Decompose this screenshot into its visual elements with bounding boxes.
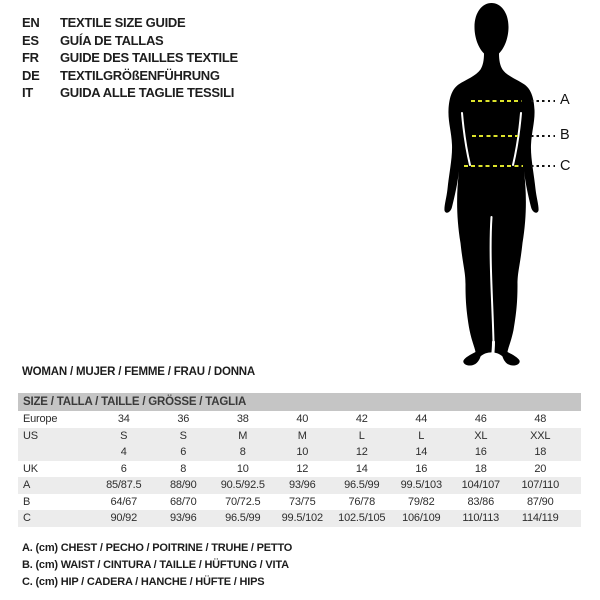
table-cell: 6 [120, 462, 127, 475]
hip-leader-line [531, 165, 555, 167]
language-title: TEXTILGRÖßENFÜHRUNG [60, 67, 220, 83]
language-code: IT [22, 85, 33, 100]
table-cell: 16 [415, 462, 428, 475]
table-cell: 70/72.5 [225, 495, 261, 508]
table-cell: 46 [474, 413, 487, 426]
language-title: GUIDE DES TAILLES TEXTILE [60, 50, 238, 65]
table-cell: 34 [117, 413, 130, 426]
size-table-header: SIZE / TALLA / TAILLE / GRÖSSE / TAGLIA [18, 393, 581, 411]
row-label: B [23, 495, 31, 508]
language-row [22, 32, 238, 50]
table-cell: 36 [177, 413, 190, 426]
table-cell: 96.5/99 [225, 512, 261, 525]
table-cell: 10 [296, 446, 309, 459]
row-label: Europe [23, 413, 58, 426]
woman-silhouette-icon [400, 0, 600, 378]
table-cell: S [179, 429, 187, 442]
language-code: DE [22, 67, 40, 83]
table-cell: 6 [180, 446, 187, 459]
table-row [18, 477, 581, 494]
chest-leader-line [531, 100, 555, 102]
marker-a-label: A [560, 92, 570, 108]
table-cell: XL [474, 429, 488, 442]
table-cell: 14 [415, 446, 428, 459]
table-cell: XXL [530, 429, 551, 442]
table-cell: 73/75 [288, 495, 316, 508]
table-cell: 12 [296, 462, 309, 475]
language-code: EN [22, 15, 40, 30]
table-row [18, 461, 581, 478]
table-cell: L [358, 429, 365, 442]
hip-measure-line [464, 165, 523, 167]
table-cell: 64/67 [110, 495, 138, 508]
legend-line: B. (cm) WAIST / CINTURA / TAILLE / HÜFTUNG / VITA [22, 559, 289, 571]
language-list [22, 14, 238, 102]
size-table-body [18, 411, 581, 527]
language-row [22, 84, 238, 102]
table-cell: 18 [474, 462, 487, 475]
marker-b-label: B [560, 127, 570, 143]
table-cell: 40 [296, 413, 309, 426]
language-code: FR [22, 50, 39, 65]
marker-c-label: C [560, 157, 571, 174]
waist-measure-line [472, 135, 518, 137]
table-row [18, 494, 581, 511]
table-row [18, 444, 581, 461]
table-cell: 8 [239, 446, 246, 459]
table-cell: 104/107 [461, 479, 500, 492]
table-row [18, 411, 581, 428]
size-table [18, 393, 581, 527]
table-cell: 14 [355, 462, 368, 475]
table-cell: 102.5/105 [338, 512, 386, 525]
measurement-legend [22, 540, 292, 591]
row-label: C [23, 512, 31, 525]
language-title: GUIDA ALLE TAGLIE TESSILI [60, 85, 235, 100]
table-cell: 20 [534, 462, 547, 475]
table-cell: 110/113 [462, 512, 500, 525]
table-cell: M [297, 429, 307, 442]
table-cell: 68/70 [169, 495, 197, 508]
table-cell: 18 [534, 446, 547, 459]
chest-measure-line [471, 100, 522, 102]
table-cell: 10 [236, 462, 249, 475]
table-cell: 8 [180, 462, 187, 475]
waist-leader-line [531, 135, 555, 137]
table-row [18, 510, 581, 527]
table-cell: 90/92 [110, 512, 138, 525]
table-cell: 12 [355, 446, 368, 459]
language-title: GUÍA DE TALLAS [60, 32, 164, 48]
table-cell: 93/96 [288, 479, 316, 492]
table-row [18, 428, 581, 445]
table-cell: 99.5/102 [281, 512, 323, 525]
table-cell: L [418, 429, 425, 442]
table-cell: 16 [474, 446, 487, 459]
table-cell: 93/96 [169, 512, 197, 525]
table-cell: 79/82 [407, 495, 435, 508]
table-cell: 90.5/92.5 [220, 479, 265, 492]
language-row [22, 67, 238, 85]
legend-line: A. (cm) CHEST / PECHO / POITRINE / TRUHE / PETTO [22, 542, 293, 554]
table-cell: 114/119 [521, 512, 559, 525]
table-cell: 87/90 [526, 495, 554, 508]
table-cell: 85/87.5 [106, 479, 142, 492]
row-label: US [23, 429, 38, 442]
table-cell: 83/86 [467, 495, 495, 508]
language-row [22, 14, 238, 32]
table-cell: 99.5/103 [400, 479, 442, 492]
table-cell: 4 [120, 446, 127, 459]
table-cell: 44 [415, 413, 428, 426]
table-cell: M [238, 429, 248, 442]
woman-silhouette-figure [400, 0, 600, 378]
language-code: ES [22, 32, 39, 48]
table-cell: 96.5/99 [344, 479, 380, 492]
row-label: A [23, 479, 31, 492]
table-cell: S [120, 429, 128, 442]
legend-line: C. (cm) HIP / CADERA / HANCHE / HÜFTE / HIPS [22, 576, 265, 588]
table-cell: 88/90 [169, 479, 197, 492]
language-title: TEXTILE SIZE GUIDE [60, 15, 186, 30]
table-cell: 107/110 [521, 479, 560, 492]
row-label: UK [23, 462, 38, 475]
category-title: WOMAN / MUJER / FEMME / FRAU / DONNA [22, 366, 256, 378]
language-row [22, 49, 238, 67]
table-cell: 76/78 [348, 495, 376, 508]
table-cell: 42 [355, 413, 368, 426]
table-cell: 38 [236, 413, 249, 426]
table-cell: 48 [534, 413, 547, 426]
table-cell: 106/109 [402, 512, 441, 525]
